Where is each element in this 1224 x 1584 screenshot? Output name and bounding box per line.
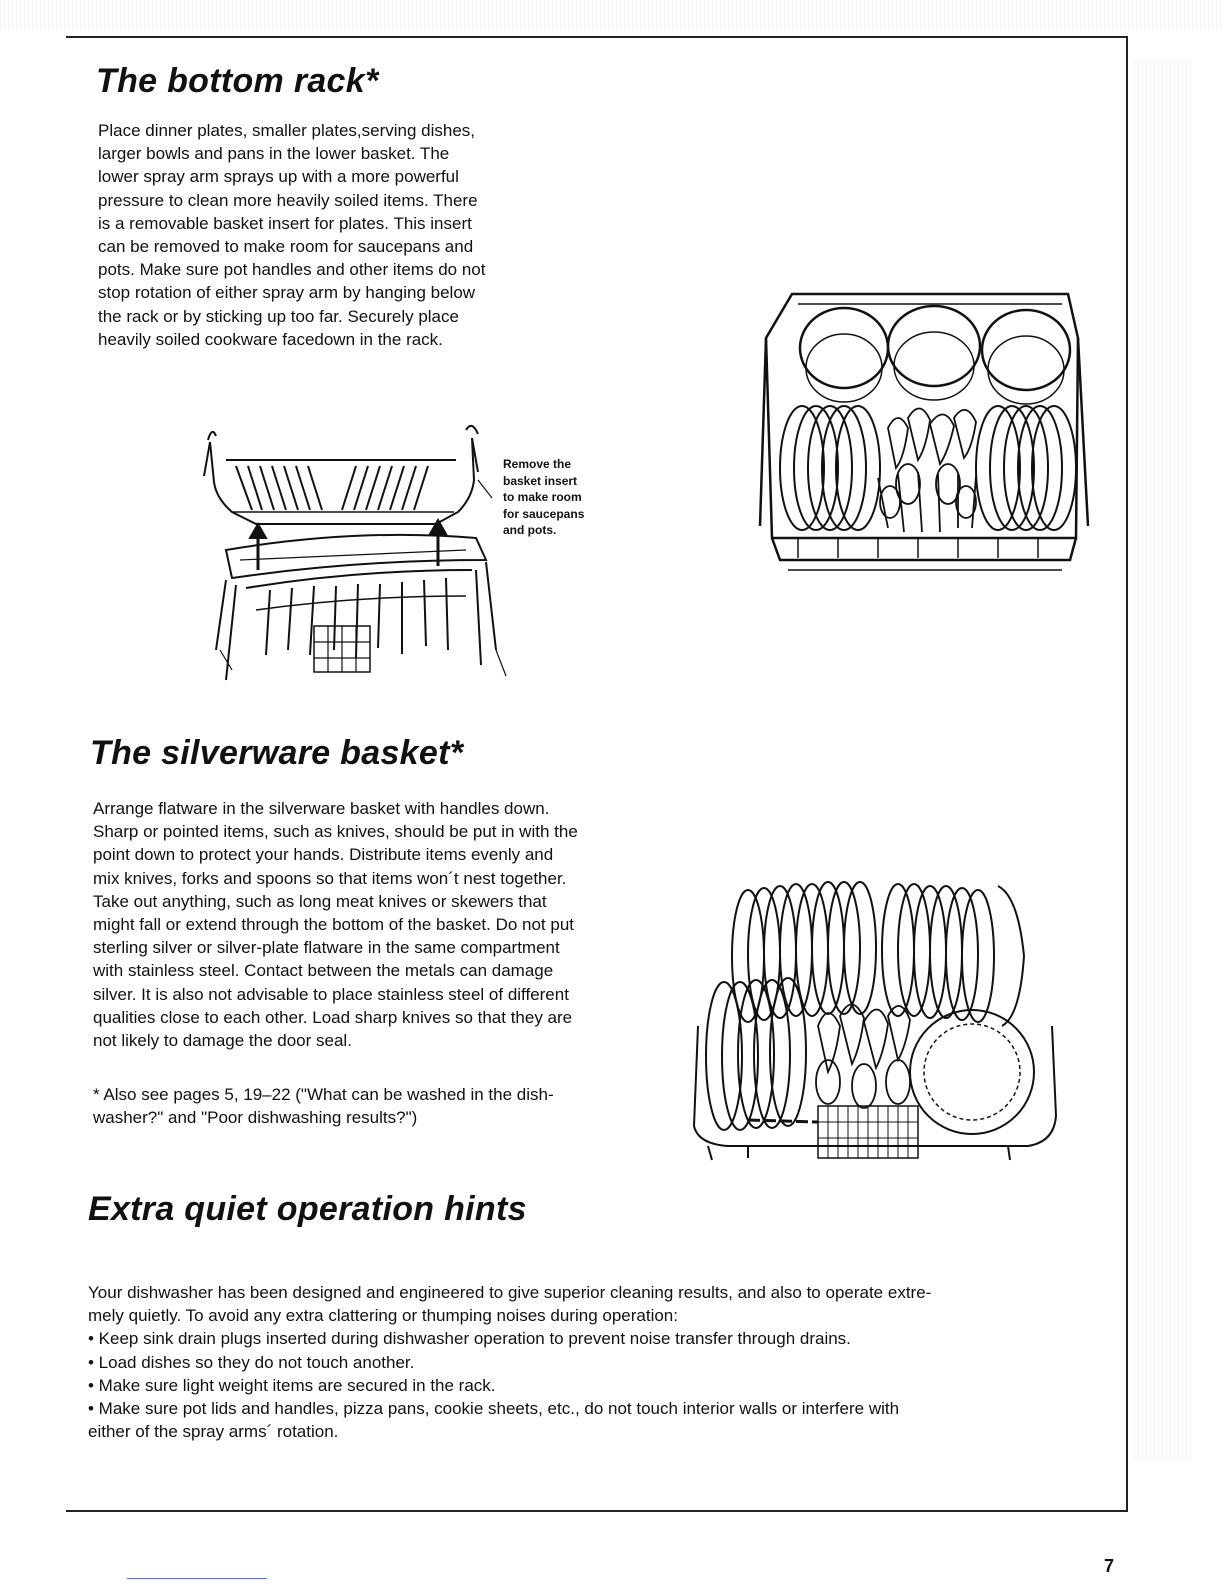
text-line: point down to protect your hands. Distribute items evenly and: [93, 845, 554, 865]
bottom-edge-line: [127, 1578, 267, 1579]
bullet-item: • Make sure light weight items are secured in the rack.: [88, 1375, 496, 1395]
scan-texture-top: [0, 0, 1224, 30]
quiet-hints-text: [88, 1281, 931, 1443]
text-line: Take out anything, such as long meat knives or skewers that: [93, 891, 547, 911]
text-line: with stainless steel. Contact between the metals can damage: [93, 961, 554, 981]
caption-line: and pots.: [503, 523, 557, 537]
caption-line: for saucepans: [503, 506, 585, 521]
text-line: pressure to clean more heavily soiled items. There: [98, 190, 478, 210]
silverware-basket-title: The silverware basket*: [90, 734, 464, 772]
text-line: qualities close to each other. Load sharp knives so that they are: [93, 1007, 573, 1027]
caption-line: to make room: [503, 490, 582, 504]
text-line: pots. Make sure pot handles and other items do not: [98, 260, 486, 280]
quiet-hints-title: Extra quiet operation hints: [88, 1190, 527, 1228]
text-line: might fall or extend through the bottom of the basket. Do not put: [93, 915, 575, 935]
text-line: mely quietly. To avoid any extra clattering or thumping noises during operation:: [88, 1306, 678, 1326]
caption-line: Remove the: [503, 457, 572, 471]
text-line: the rack or by sticking up too far. Securely place: [98, 306, 459, 326]
footnote-line: * Also see pages 5, 19–22 ("What can be washed in the dish-: [93, 1085, 554, 1104]
text-line: heavily soiled cookware facedown in the rack.: [98, 329, 443, 349]
text-line: larger bowls and pans in the lower basket. The: [98, 144, 450, 164]
footnote-line: washer?" and "Poor dishwashing results?"): [93, 1108, 418, 1128]
text-line: silver. It is also not advisable to place stainless steel of different: [93, 984, 569, 1004]
basket-insert-caption: [503, 456, 613, 539]
bullet-item: • Make sure pot lids and handles, pizza pans, cookie sheets, etc., do not touch interior walls or interfere with: [88, 1399, 900, 1419]
bullet-item: • Load dishes so they do not touch another.: [88, 1352, 415, 1372]
text-line: sterling silver or silver-plate flatware in the same compartment: [93, 938, 560, 958]
bullet-item: • Keep sink drain plugs inserted during dishwasher operation to prevent noise transfer through drains.: [88, 1329, 851, 1349]
text-line: either of the spray arms´ rotation.: [88, 1422, 339, 1442]
text-line: is a removable basket insert for plates. This insert: [98, 213, 472, 233]
caption-line: basket insert: [503, 473, 578, 488]
page-number: 7: [1104, 1556, 1115, 1576]
text-line: lower spray arm sprays up with a more powerful: [98, 167, 459, 187]
scan-texture-right: [1134, 60, 1194, 1460]
silverware-footnote: [93, 1083, 554, 1129]
silverware-basket-illustration: [688, 876, 1064, 1166]
silverware-basket-text: [93, 797, 578, 1052]
bottom-rack-title: The bottom rack*: [96, 62, 379, 100]
text-line: can be removed to make room for saucepans and: [98, 237, 474, 257]
loaded-bottom-rack-illustration: [758, 288, 1094, 578]
text-line: Your dishwasher has been designed and engineered to give superior cleaning results, and also to operate extre-: [88, 1283, 932, 1302]
text-line: Sharp or pointed items, such as knives, should be put in with the: [93, 822, 578, 842]
text-line: stop rotation of either spray arm by hanging below: [98, 283, 476, 303]
text-line: Arrange flatware in the silverware basket with handles down.: [93, 799, 550, 818]
text-line: not likely to damage the door seal.: [93, 1031, 352, 1051]
basket-insert-illustration: [196, 420, 526, 695]
bottom-rack-text: [98, 119, 485, 351]
text-line: mix knives, forks and spoons so that items won´t nest together.: [93, 868, 567, 888]
text-line: Place dinner plates, smaller plates,serving dishes,: [98, 121, 476, 140]
